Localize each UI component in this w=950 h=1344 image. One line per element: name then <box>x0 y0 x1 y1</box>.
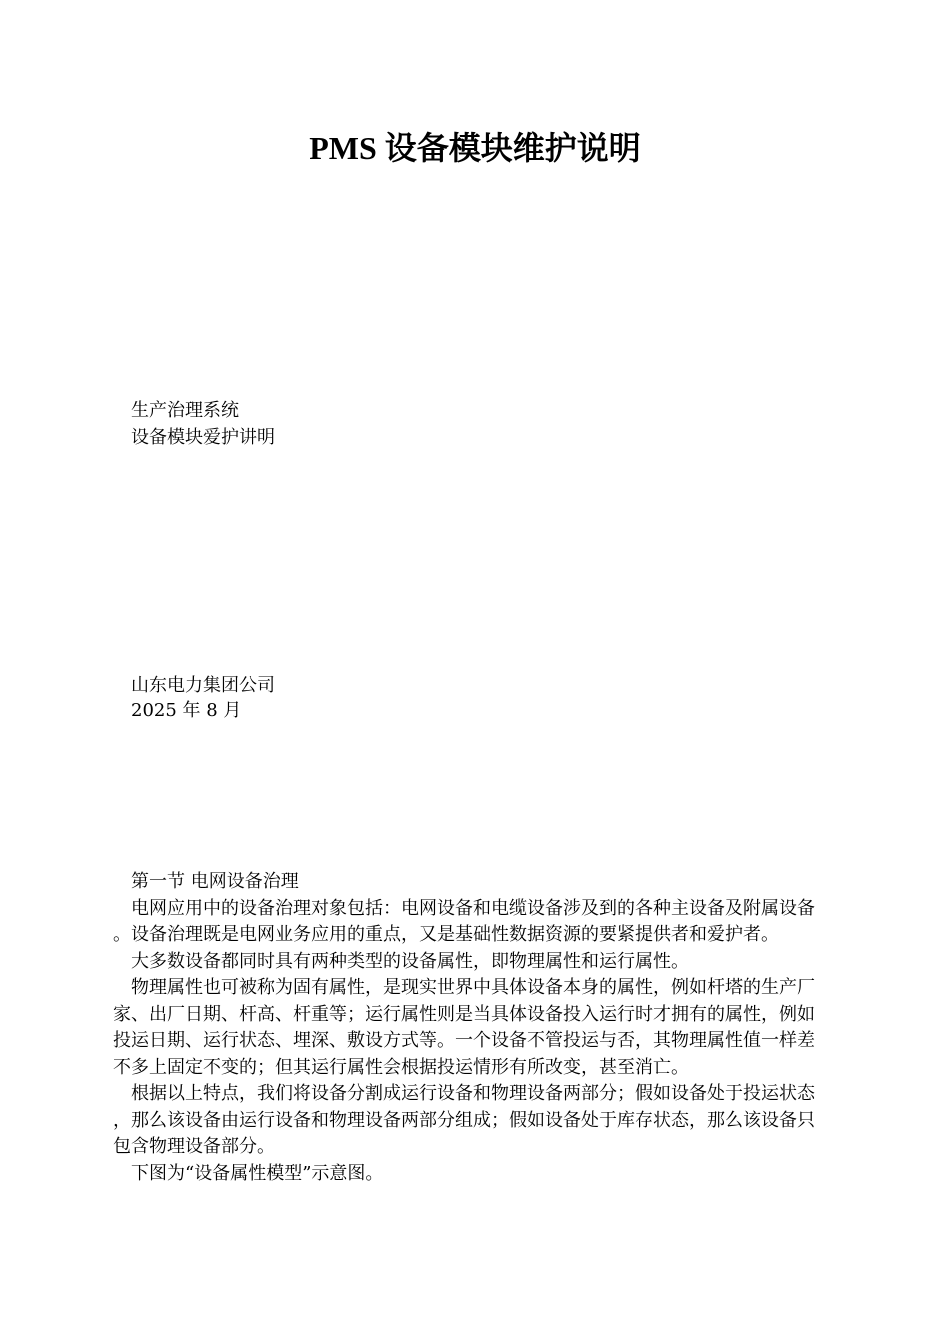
cover-date: 2025 年 8 月 <box>131 700 242 721</box>
cover-doc-name: 设备模块爱护讲明 <box>131 427 275 448</box>
body-paragraph: 电网应用中的设备治理对象包括：电网设备和电缆设备涉及到的各种主设备及附属设备。设备治理既是电网业务应用的重点，又是基础性数据资源的要紧提供者和爱护者。 <box>113 897 815 945</box>
body-paragraph: 大多数设备都同时具有两种类型的设备属性，即物理属性和运行属性。 <box>131 950 689 972</box>
body-paragraph: 根据以上特点，我们将设备分割成运行设备和物理设备两部分；假如设备处于投运状态，那么该设备由运行设备和物理设备两部分组成；假如设备处于库存状态，那么该设备只包含物理设备部分。 <box>113 1083 815 1157</box>
cover-company: 山东电力集团公司 <box>131 675 275 696</box>
body-paragraph: 下图为“设备属性模型”示意图。 <box>131 1162 384 1184</box>
document-title: PMS 设备模块维护说明 <box>309 130 641 166</box>
document-body <box>113 869 831 1187</box>
section-heading: 第一节 电网设备治理 <box>131 871 299 892</box>
body-paragraph: 物理属性也可被称为固有属性，是现实世界中具体设备本身的属性，例如杆塔的生产厂家、出厂日期、杆高、杆重等；运行属性则是当具体设备投入运行时才拥有的属性，例如投运日期、运行状态、埋深、敷设方式等。一个设备不管投运与否，其物理属性值一样差不多上固定不变的；但其运行属性会根据投运情形有所改变，甚至消亡。 <box>113 977 815 1078</box>
cover-system-name: 生产治理系统 <box>131 400 239 421</box>
